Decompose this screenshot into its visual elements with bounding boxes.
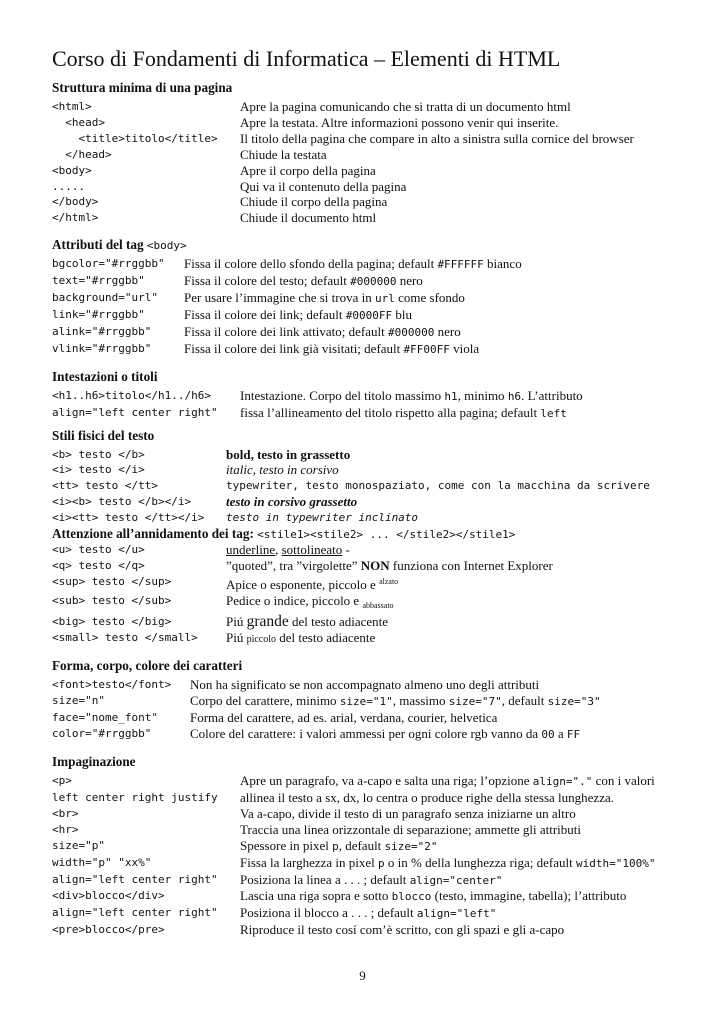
table-row <box>52 630 553 648</box>
text: nero <box>434 323 461 339</box>
text: underline <box>226 542 276 558</box>
code-cell: <big> testo </big> <box>52 614 172 628</box>
text: bianco <box>483 256 522 272</box>
code-cell: align="left center right" <box>52 405 218 419</box>
table-row <box>52 194 634 210</box>
code-cell: <font>testo</font> <box>52 678 172 692</box>
table-row <box>52 710 601 726</box>
code-cell: <div>blocco</div> <box>52 889 165 903</box>
text: Posiziona la linea a . . . ; default <box>240 871 410 887</box>
table-row <box>52 855 655 872</box>
code-cell: </head> <box>52 147 112 161</box>
code-cell: <q> testo </q> <box>52 558 145 572</box>
text: (testo, immagine, tabella); l’attributo <box>431 888 627 904</box>
table-row <box>52 693 601 710</box>
font-table <box>52 677 601 743</box>
text: Pedice o indice, piccolo e <box>226 592 363 608</box>
table-row <box>52 726 601 743</box>
text: grande <box>246 612 289 630</box>
text: Apice o esponente, piccolo e <box>226 576 380 592</box>
section-heading-structure: Struttura minima di una pagina <box>52 80 233 95</box>
code-cell: link="#rrggbb" <box>52 307 145 321</box>
description-cell: Qui va il contenuto della pagina <box>240 178 407 194</box>
description-cell: typewriter, testo monospaziato, come con la macchina da scrivere <box>226 479 650 493</box>
description-cell: italic, testo in corsivo <box>226 462 339 478</box>
table-row <box>52 447 650 463</box>
table-row <box>52 131 634 147</box>
description-cell <box>184 341 522 358</box>
headings-table <box>52 388 583 422</box>
section-heading-physical-styles: Stili fisici del testo <box>52 427 155 443</box>
code: url <box>374 292 395 306</box>
heading-text: Attributi del tag <box>52 237 147 253</box>
code-cell: <i><tt> testo </tt></i> <box>52 511 205 525</box>
table-row <box>52 872 655 889</box>
description-cell: Non ha significato se non accompagnato almeno uno degli attributi <box>190 677 540 693</box>
code-cell: <sup> testo </sup> <box>52 574 172 588</box>
body-attributes-table <box>52 256 522 357</box>
styles-table <box>52 447 650 527</box>
text: a <box>554 726 567 742</box>
description-cell: Riproduce il testo cosí com’è scritto, con gli spazi e gli a-capo <box>240 922 565 938</box>
code: #000000 <box>387 325 435 339</box>
description-cell: Va a-capo, divide il testo di un paragrafo senza iniziarne un altro <box>240 805 576 821</box>
text: nero <box>396 273 423 289</box>
description-cell <box>226 542 553 558</box>
code-cell: <i><b> testo </b></i> <box>52 495 192 509</box>
table-row <box>52 307 522 324</box>
code-cell: color="#rrggbb" <box>52 727 152 741</box>
table-row <box>52 773 655 790</box>
code-cell: </body> <box>52 195 99 209</box>
code: align="center" <box>409 873 503 887</box>
description-cell: Chiude il corpo della pagina <box>240 194 388 210</box>
code: #FF00FF <box>403 342 450 356</box>
description-cell <box>240 872 655 889</box>
text: - <box>342 542 350 558</box>
table-row <box>52 677 601 693</box>
code-cell: face="nome_font" <box>52 711 158 725</box>
code: left <box>540 406 567 420</box>
text: funziona con Internet Explorer <box>389 557 553 573</box>
table-row <box>52 510 650 526</box>
code-cell: ..... <box>52 179 86 193</box>
text: Per usare l’immagine che si trova in <box>184 290 375 306</box>
text: , massimo <box>392 693 449 709</box>
description-cell <box>240 388 583 405</box>
text: Fissa la larghezza in pixel <box>240 854 379 870</box>
body-attributes-rows <box>52 256 522 357</box>
code-cell: <hr> <box>52 822 79 836</box>
text: , default <box>338 837 385 853</box>
description-cell: Traccia una linea orizzontale di separazione; ammette gli attributi <box>240 821 581 837</box>
text: Fissa il colore dello sfondo della pagina; default <box>184 256 438 272</box>
code-cell: <html> <box>52 100 92 113</box>
text: ”quoted”, tra ”virgolette” <box>226 557 361 573</box>
description-cell <box>240 838 655 855</box>
code: p <box>378 856 385 870</box>
styles-table-2 <box>52 542 553 647</box>
description-cell <box>184 324 522 341</box>
code-cell: <body> <box>52 163 92 177</box>
table-row <box>52 99 634 115</box>
text: , minimo <box>457 387 508 403</box>
table-row <box>52 462 650 478</box>
document-page <box>52 46 702 938</box>
table-row <box>52 179 634 195</box>
description-cell <box>240 888 655 905</box>
code: size="1" <box>339 695 393 709</box>
code-cell: <title>titolo</title> <box>52 131 218 145</box>
code-cell: <pre>blocco</pre> <box>52 923 165 937</box>
description-cell <box>190 726 601 743</box>
table-row <box>52 115 634 131</box>
text: Colore del carattere: i valori ammessi per ogni colore rgb vanno da <box>190 726 542 742</box>
section-heading-layout: Impaginazione <box>52 754 136 770</box>
structure-rows <box>52 99 634 226</box>
text: alzato <box>379 576 399 586</box>
table-row <box>52 210 634 226</box>
section-heading-font: Forma, corpo, colore dei caratteri <box>52 658 243 674</box>
code: h1 <box>444 389 458 403</box>
table-row <box>52 822 655 838</box>
text: Spessore in pixel <box>240 837 333 853</box>
table-row <box>52 542 553 558</box>
code-cell: vlink="#rrggbb" <box>52 341 152 355</box>
text: blu <box>392 306 412 322</box>
code-cell: </html> <box>52 211 99 225</box>
table-row <box>52 905 655 922</box>
table-row <box>52 478 650 494</box>
text: piccolo <box>246 633 277 645</box>
table-row <box>52 888 655 905</box>
text: , default <box>501 693 548 709</box>
code: size="2" <box>384 839 438 853</box>
section-heading-headings: Intestazioni o titoli <box>52 368 158 384</box>
description-cell <box>226 558 553 574</box>
layout-table <box>52 773 655 938</box>
text: fissa l’allineamento del titolo rispetto alla pagina; default <box>240 404 541 420</box>
description-cell: Apre il corpo della pagina <box>240 162 376 178</box>
text: Corpo del carattere, minimo <box>190 693 340 709</box>
code: p <box>332 839 339 853</box>
code-cell: <br> <box>52 806 79 820</box>
text: viola <box>449 340 480 356</box>
code-cell: size="n" <box>52 694 105 708</box>
description-cell <box>226 574 553 593</box>
code-cell: <u> testo </u> <box>52 543 145 557</box>
table-row <box>52 806 655 822</box>
code-cell: <sub> testo </sub> <box>52 593 172 607</box>
code: #0000FF <box>345 308 393 322</box>
warning-text: Attenzione all’annidamento dei tag: <box>52 526 258 542</box>
table-row <box>52 147 634 163</box>
code: FF <box>566 728 581 742</box>
text: del testo adiacente <box>276 629 376 645</box>
description-cell: Forma del carattere, ad es. arial, verdana, courier, helvetica <box>190 710 498 726</box>
description-cell <box>184 256 522 273</box>
code: align="." <box>532 775 593 789</box>
code-cell: <i> testo </i> <box>52 463 145 477</box>
description-cell <box>184 307 522 324</box>
code-cell: <h1..h6>titolo</h1../h6> <box>52 388 211 402</box>
table-row <box>52 388 583 405</box>
text: Piú <box>226 629 247 645</box>
description-cell <box>184 290 522 307</box>
text: Fissa il colore dei link attivato; default <box>184 323 388 339</box>
text: Fissa il colore dei link; default <box>184 306 346 322</box>
description-cell <box>240 773 655 790</box>
heading-code: <body> <box>146 239 187 253</box>
code-cell: background="url" <box>52 291 158 305</box>
description-cell: testo in corsivo grassetto <box>226 494 358 510</box>
table-row <box>52 290 522 307</box>
code: align="left" <box>416 907 497 921</box>
section-heading-body-attributes <box>52 237 702 253</box>
description-cell: Apre la testata. Altre informazioni possono venir qui inserite. <box>240 114 559 130</box>
table-row <box>52 922 655 938</box>
text: con i valori <box>592 773 655 789</box>
text: . L’attributo <box>521 387 583 403</box>
code-cell: alink="#rrggbb" <box>52 324 152 338</box>
table-row <box>52 256 522 273</box>
description-cell <box>226 630 553 648</box>
text: Piú <box>226 613 247 629</box>
text: Intestazione. Corpo del titolo massimo <box>240 387 445 403</box>
code-cell: <small> testo </small> <box>52 630 198 644</box>
text: sottolineato <box>281 542 343 558</box>
description-cell <box>240 905 655 922</box>
description-cell <box>190 693 601 710</box>
code-cell: align="left center right" <box>52 872 218 886</box>
description-cell: testo in typewriter inclinato <box>226 511 419 525</box>
code: blocco <box>391 890 432 904</box>
text: Lascia una riga sopra e sotto <box>240 888 392 904</box>
warning-code: <stile1><stile2> ... </stile2></stile1> <box>257 528 516 542</box>
text: NON <box>360 557 390 573</box>
table-row <box>52 405 583 422</box>
table-row <box>52 494 650 510</box>
code-cell: <b> testo </b> <box>52 447 145 461</box>
code-cell: <head> <box>52 115 105 129</box>
code: h6 <box>507 389 522 403</box>
code-cell: text="#rrggbb" <box>52 274 145 288</box>
description-cell <box>226 614 553 630</box>
table-row <box>52 838 655 855</box>
code: width="100%" <box>575 856 656 870</box>
description-cell <box>184 273 522 290</box>
code: size="3" <box>547 695 601 709</box>
text: , <box>275 542 282 558</box>
description-cell <box>226 593 553 614</box>
text: del testo adiacente <box>288 613 389 629</box>
text: Apre un paragrafo, va a-capo e salta una riga; l’opzione <box>240 773 533 789</box>
code: 00 <box>541 728 555 742</box>
description-cell: allinea il testo a sx, dx, lo centra o produce righe della stessa lunghezza. <box>240 790 614 805</box>
table-row <box>52 614 553 630</box>
description-cell: Il titolo della pagina che compare in alto a sinistra sulla cornice del browser <box>240 130 634 146</box>
code-cell: left center right justify <box>52 791 218 804</box>
page-title: Corso di Fondamenti di Informatica – Elementi di HTML <box>52 46 561 71</box>
code: #000000 <box>350 275 397 289</box>
table-row <box>52 163 634 179</box>
code-cell: size="p" <box>52 838 105 852</box>
structure-table <box>52 99 634 226</box>
text: abbassato <box>362 600 394 610</box>
nesting-warning <box>52 526 702 542</box>
code: #FFFFFF <box>437 258 484 272</box>
table-row <box>52 324 522 341</box>
table-row <box>52 558 553 574</box>
code: size="7" <box>448 695 502 709</box>
code-cell: align="left center right" <box>52 906 218 920</box>
description-cell: Chiude il documento html <box>240 210 377 226</box>
table-row <box>52 273 522 290</box>
table-row <box>52 790 655 806</box>
table-row <box>52 574 553 593</box>
description-cell <box>240 855 655 872</box>
page-number: 9 <box>359 968 366 983</box>
description-cell <box>240 405 583 422</box>
table-row <box>52 341 522 358</box>
description-cell: Chiude la testata <box>240 146 327 162</box>
text: Fissa il colore dei link già visitati; default <box>184 340 404 356</box>
code-cell: <tt> testo </tt> <box>52 479 158 493</box>
description-cell: Apre la pagina comunicando che si tratta di un documento html <box>240 99 571 114</box>
text: come sfondo <box>394 290 465 306</box>
table-row <box>52 593 553 614</box>
text: o in % della lunghezza riga; default <box>384 854 576 870</box>
code-cell: bgcolor="#rrggbb" <box>52 257 165 271</box>
description-cell: bold, testo in grassetto <box>226 446 351 462</box>
code-cell: <p> <box>52 774 72 788</box>
text: Fissa il colore del testo; default <box>184 273 351 289</box>
text: Posiziona il blocco a . . . ; default <box>240 905 417 921</box>
code-cell: width="p" "xx%" <box>52 855 152 869</box>
